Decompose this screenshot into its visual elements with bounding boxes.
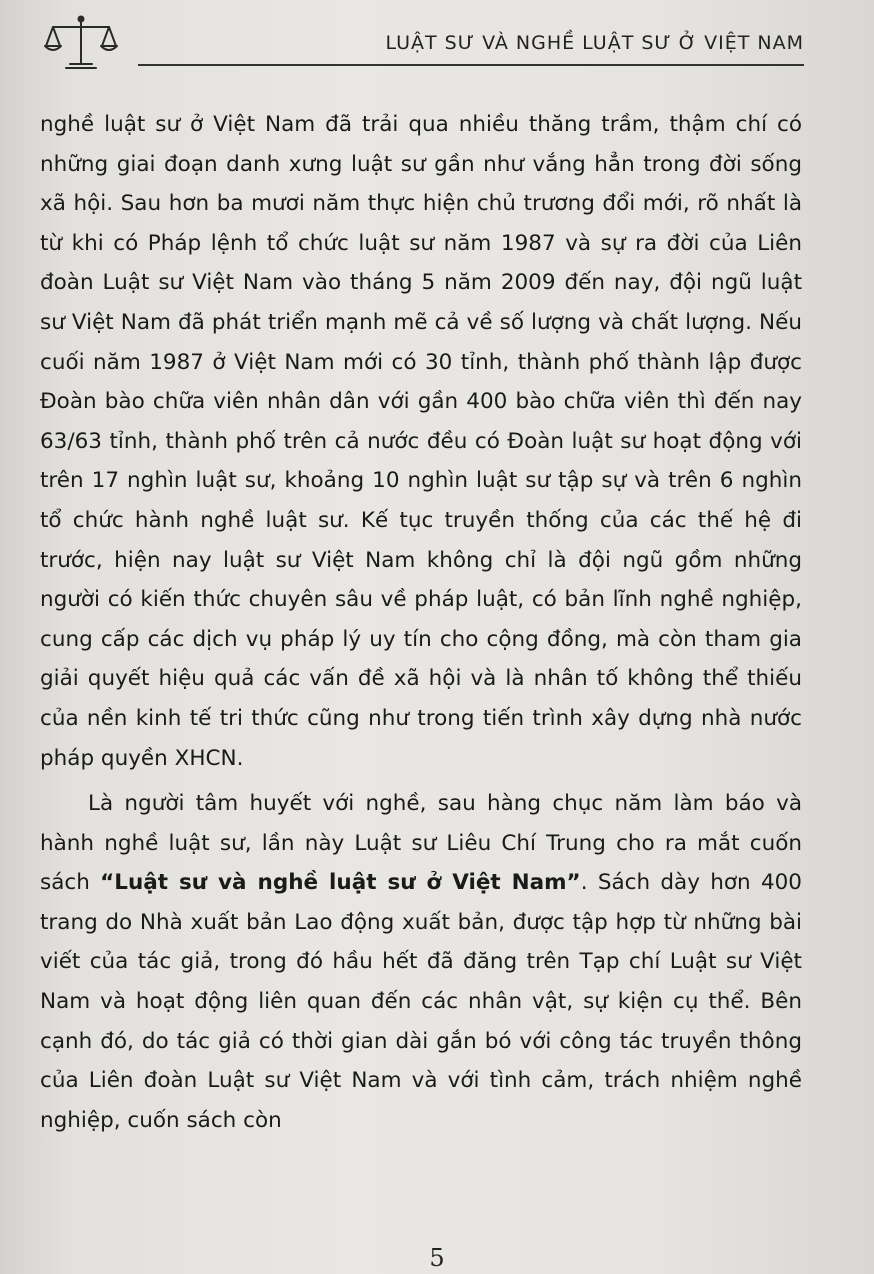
paragraph-1: nghề luật sư ở Việt Nam đã trải qua nhiều thăng trầm, thậm chí có những giai đoạn danh xưng luật sư gần như vắng hẳn trong đời sống xã hội. Sau hơn ba mươi năm thực hiện chủ trương đổi mới, rõ nhất là từ khi có Pháp lệnh tổ chức luật sư năm 1987 và sự ra đời của Liên đoàn Luật sư Việt Nam vào tháng 5 năm 2009 đến nay, đội ngũ luật sư Việt Nam đã phát triển mạnh mẽ cả về số lượng và chất lượng. Nếu cuối năm 1987 ở Việt Nam mới có 30 tỉnh, thành phố thành lập được Đoàn bào chữa viên nhân dân với gần 400 bào chữa viên thì đến nay 63/63 tỉnh, thành phố trên cả nước đều có Đoàn luật sư hoạt động với trên 17 nghìn luật sư, khoảng 10 nghìn luật sư tập sự và trên 6 nghìn tổ chức hành nghề luật sư. Kế tục truyền thống của các thế hệ đi trước, hiện nay luật sư Việt Nam không chỉ là đội ngũ gồm những người có kiến thức chuyên sâu về pháp luật, có bản lĩnh nghề nghiệp, cung cấp các dịch vụ pháp lý uy tín cho cộng đồng, mà còn tham gia giải quyết hiệu quả các vấn đề xã hội và là nhân tố không thể thiếu của nền kinh tế tri thức cũng như trong tiến trình xây dựng nhà nước pháp quyền XHCN. <box>40 112 802 771</box>
header-divider <box>138 64 804 66</box>
running-header <box>0 0 874 80</box>
paragraph-2 <box>40 784 802 1140</box>
scales-of-justice-icon <box>44 14 118 72</box>
book-title: “Luật sư và nghề luật sư ở Việt Nam” <box>100 870 581 896</box>
page-number: 5 <box>429 1244 445 1272</box>
paragraph-2-start: Là người tâm huyết với nghề, sau hàng chục năm làm báo và hành nghề luật sư, lần này Luật sư Liêu Chí Trung cho ra mắt cuốn sách <box>40 791 802 896</box>
body-text <box>40 105 802 1140</box>
running-title: LUẬT SƯ VÀ NGHỀ LUẬT SƯ Ở VIỆT NAM <box>385 32 804 54</box>
paragraph-2-rest: . Sách dày hơn 400 trang do Nhà xuất bản Lao động xuất bản, được tập hợp từ những bài viết của tác giả, trong đó hầu hết đã đăng trên Tạp chí Luật sư Việt Nam và hoạt động liên quan đến các nhân vật, sự kiện cụ thể. Bên cạnh đó, do tác giả có thời gian dài gắn bó với công tác truyền thông của Liên đoàn Luật sư Việt Nam và với tình cảm, trách nhiệm nghề nghiệp, cuốn sách còn <box>40 870 802 1133</box>
